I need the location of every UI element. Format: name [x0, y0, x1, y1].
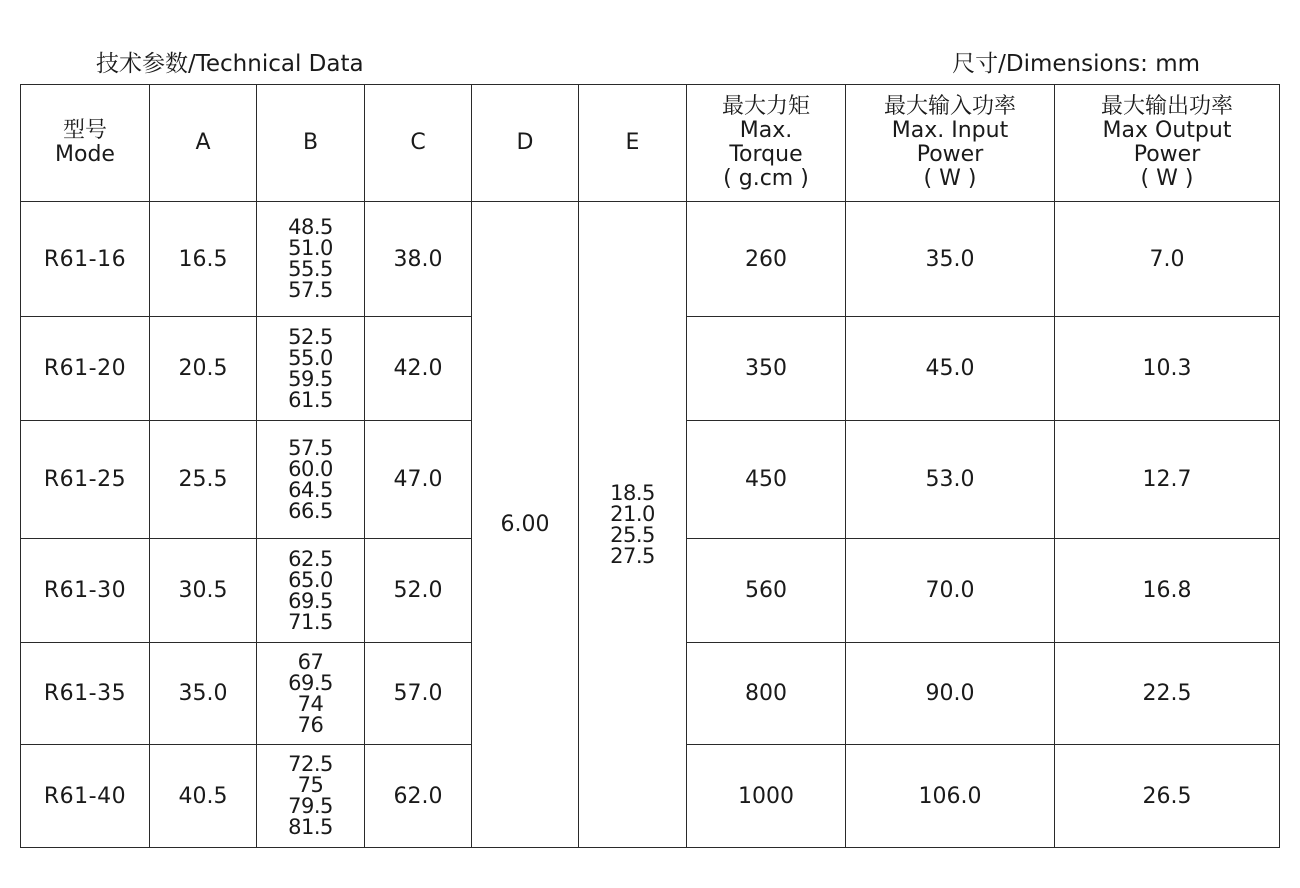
cell-input-power: 90.0 [846, 643, 1055, 745]
cell-torque: 560 [687, 539, 846, 643]
header-e: E [579, 85, 687, 202]
cell-model: R61-30 [21, 539, 150, 643]
cell-output-power: 16.8 [1055, 539, 1280, 643]
cell-b: 48.5 51.0 55.5 57.5 [257, 202, 365, 317]
cell-a: 20.5 [150, 317, 257, 421]
cell-b: 62.5 65.0 69.5 71.5 [257, 539, 365, 643]
header-c: C [365, 85, 472, 202]
technical-data-table [20, 84, 1280, 848]
header-max-output-power: 最大输出功率 Max Output Power ( W ) [1055, 85, 1280, 202]
cell-a: 35.0 [150, 643, 257, 745]
cell-input-power: 70.0 [846, 539, 1055, 643]
header-max-input-power: 最大输入功率 Max. Input Power ( W ) [846, 85, 1055, 202]
cell-c: 42.0 [365, 317, 472, 421]
cell-output-power: 12.7 [1055, 421, 1280, 539]
cell-input-power: 35.0 [846, 202, 1055, 317]
cell-b: 72.5 75 79.5 81.5 [257, 745, 365, 848]
cell-c: 47.0 [365, 421, 472, 539]
cell-model: R61-40 [21, 745, 150, 848]
cell-a: 30.5 [150, 539, 257, 643]
header-max-torque: 最大力矩 Max. Torque ( g.cm ) [687, 85, 846, 202]
table-caption-dimensions: 尺寸/Dimensions: mm [952, 51, 1200, 77]
cell-torque: 1000 [687, 745, 846, 848]
cell-b: 57.5 60.0 64.5 66.5 [257, 421, 365, 539]
cell-a: 25.5 [150, 421, 257, 539]
header-a: A [150, 85, 257, 202]
cell-input-power: 106.0 [846, 745, 1055, 848]
header-b: B [257, 85, 365, 202]
cell-torque: 450 [687, 421, 846, 539]
cell-output-power: 26.5 [1055, 745, 1280, 848]
cell-c: 52.0 [365, 539, 472, 643]
cell-a: 16.5 [150, 202, 257, 317]
cell-input-power: 53.0 [846, 421, 1055, 539]
table-caption-technical-data: 技术参数/Technical Data [96, 51, 364, 77]
cell-torque: 800 [687, 643, 846, 745]
header-row [21, 85, 1280, 202]
cell-model: R61-20 [21, 317, 150, 421]
header-mode: 型号 Mode [21, 85, 150, 202]
cell-model: R61-25 [21, 421, 150, 539]
cell-model: R61-35 [21, 643, 150, 745]
cell-a: 40.5 [150, 745, 257, 848]
cell-e-shared: 18.5 21.0 25.5 27.5 [579, 202, 687, 848]
cell-b: 52.5 55.0 59.5 61.5 [257, 317, 365, 421]
cell-output-power: 7.0 [1055, 202, 1280, 317]
cell-torque: 350 [687, 317, 846, 421]
cell-model: R61-16 [21, 202, 150, 317]
cell-output-power: 10.3 [1055, 317, 1280, 421]
table-row [21, 202, 1280, 317]
cell-torque: 260 [687, 202, 846, 317]
cell-input-power: 45.0 [846, 317, 1055, 421]
cell-output-power: 22.5 [1055, 643, 1280, 745]
cell-b: 67 69.5 74 76 [257, 643, 365, 745]
cell-d-shared: 6.00 [472, 202, 579, 848]
cell-c: 62.0 [365, 745, 472, 848]
cell-c: 57.0 [365, 643, 472, 745]
cell-c: 38.0 [365, 202, 472, 317]
header-d: D [472, 85, 579, 202]
